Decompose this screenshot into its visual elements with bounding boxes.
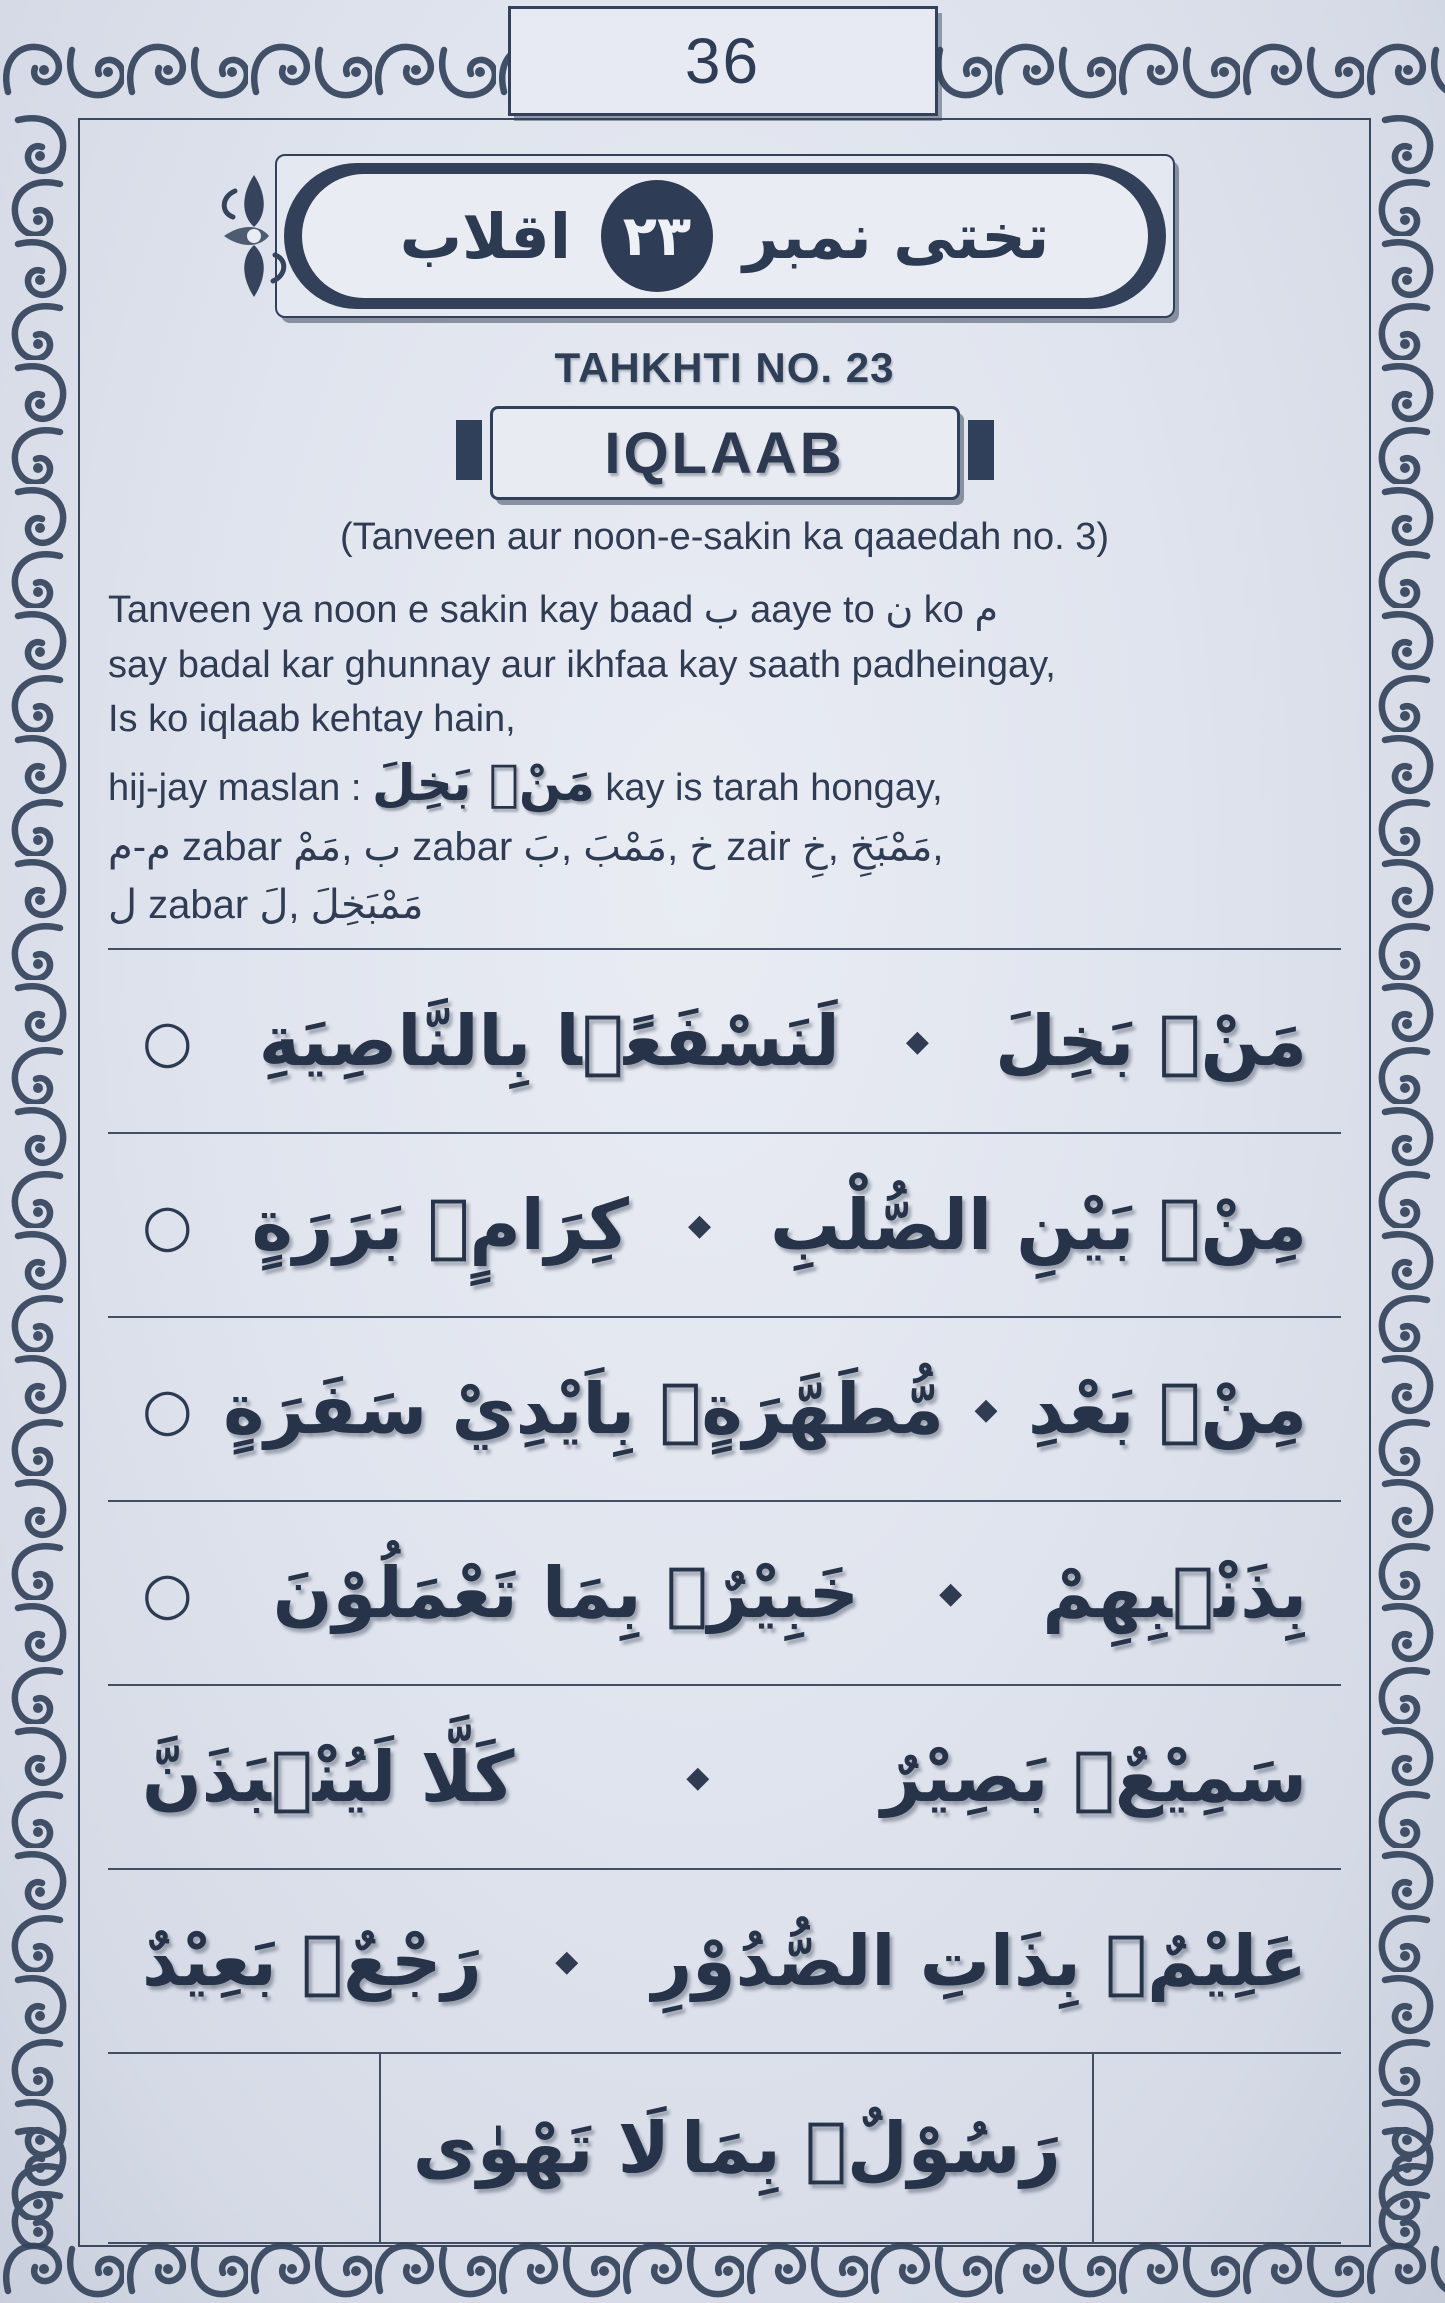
diamond-separator-icon: ◆: [905, 1023, 929, 1059]
title-endcap-left: [456, 420, 482, 480]
scroll-border-left: [2, 112, 76, 2248]
empty-cell-left: [108, 2054, 379, 2242]
diamond-separator-icon: ◆: [688, 1207, 712, 1243]
ayah-text: مِنْۢ بَعْدِ: [1028, 1368, 1307, 1451]
ayah-row-6: [108, 1868, 1341, 2052]
paragraph-line-2: say badal kar ghunnay aur ikhfaa kay saath padheingay,: [108, 643, 1056, 686]
page-number-box: [508, 6, 938, 116]
lesson-title-box: [490, 406, 960, 500]
ayah-row-7-cell: [379, 2054, 1094, 2242]
empty-cell-right: [1094, 2054, 1341, 2242]
diamond-separator-icon: ◆: [974, 1391, 998, 1427]
ayah-row-7-band: [108, 2052, 1341, 2244]
ayah-text: رَجْعٌۢ بَعِيْدٌ: [142, 1920, 482, 2003]
title-endcap-right: [968, 420, 994, 480]
paragraph-line-1: Tanveen ya noon e sakin kay baad ب aaye to ن ko م: [108, 589, 998, 631]
ayah-end-circle-icon: ○: [142, 1559, 193, 1628]
ayah-row-2: [108, 1132, 1341, 1316]
ayah-end-circle-icon: ○: [142, 1191, 193, 1260]
ayah-text: لَا تَهْوٰى: [412, 2107, 670, 2190]
paragraph-line-6: ل zabar لَ‎, مَمْبَخِلَ: [108, 882, 424, 927]
ayah-row-4: [108, 1500, 1341, 1684]
page-content: [78, 118, 1371, 2247]
banner-number-circle: [601, 180, 713, 292]
ayah-table: [108, 948, 1341, 2244]
ayah-row-5: [108, 1684, 1341, 1868]
scroll-border-right: [1369, 112, 1443, 2248]
lesson-banner: [275, 154, 1175, 318]
diamond-separator-icon: ◆: [939, 1575, 963, 1611]
page-number: 36: [684, 25, 761, 97]
ayah-text: بِذَنْۢبِهِمْ: [1042, 1552, 1307, 1635]
ayah-row-1: [108, 948, 1341, 1132]
hijja-intro: hij-jay maslan :: [108, 767, 372, 810]
banner-urdu-subject: اقلاب: [399, 199, 571, 273]
banner-number: ۲۳: [622, 203, 692, 269]
hijja-outro: kay is tarah hongay,: [594, 767, 943, 810]
ayah-text: مِنْۢ بَيْنِ الصُّلْبِ: [770, 1184, 1307, 1267]
title-box-wrap: [490, 406, 960, 500]
diamond-separator-icon: ◆: [686, 1759, 710, 1795]
paragraph-line-3: Is ko iqlaab kehtay hain,: [108, 698, 516, 741]
paragraph-line-5: م-م zabar مَمْ‎, ب zabar بَ‎, مَمْبَ‎, خ zair خِ‎, مَمْبَخِ‎,: [108, 825, 944, 870]
ayah-text: خَبِيْرٌۢ بِمَا تَعْمَلُوْنَ: [272, 1552, 860, 1635]
ayah-end-circle-icon: ○: [142, 1007, 193, 1076]
lesson-title: IQLAAB: [604, 420, 845, 486]
paragraph-line-4: [108, 747, 1341, 819]
ayah-text: عَلِيْمٌۢ بِذَاتِ الصُّدُوْرِ: [651, 1920, 1307, 2003]
ayah-text: سَمِيْعٌۢ بَصِيْرٌ: [881, 1736, 1307, 1819]
lesson-paragraph: [108, 583, 1341, 934]
tahkhti-heading: TAHKHTI NO. 23: [554, 344, 895, 391]
diamond-separator-icon: ◆: [555, 1943, 579, 1979]
ayah-text: كَلَّا لَيُنْۢبَذَنَّ: [142, 1736, 515, 1819]
ayah-text: كِرَامٍۢ بَرَرَةٍ: [251, 1184, 630, 1267]
banner-outer-box: [275, 154, 1175, 318]
banner-pill: [302, 174, 1148, 298]
hijja-example-word: مَنْۢ بَخِلَ: [371, 754, 595, 813]
banner-dark-box: [284, 163, 1166, 309]
floral-ornament-icon: [211, 161, 297, 311]
ayah-text: رَسُوْلٌۢ بِمَا: [681, 2107, 1061, 2190]
ayah-end-circle-icon: ○: [142, 1375, 193, 1444]
lesson-subtitle: (Tanveen aur noon-e-sakin ka qaaedah no. 3): [340, 516, 1109, 558]
ayah-text: لَنَسْفَعًۢا بِالنَّاصِيَةِ: [258, 1000, 840, 1083]
banner-urdu-title: تختی نمبر: [742, 199, 1050, 273]
ayah-text: مُّطَهَّرَةٍۢ بِاَيْدِيْ سَفَرَةٍ: [223, 1368, 944, 1451]
ayah-row-3: [108, 1316, 1341, 1500]
ayah-text: مَنْۢ بَخِلَ: [995, 1000, 1307, 1083]
